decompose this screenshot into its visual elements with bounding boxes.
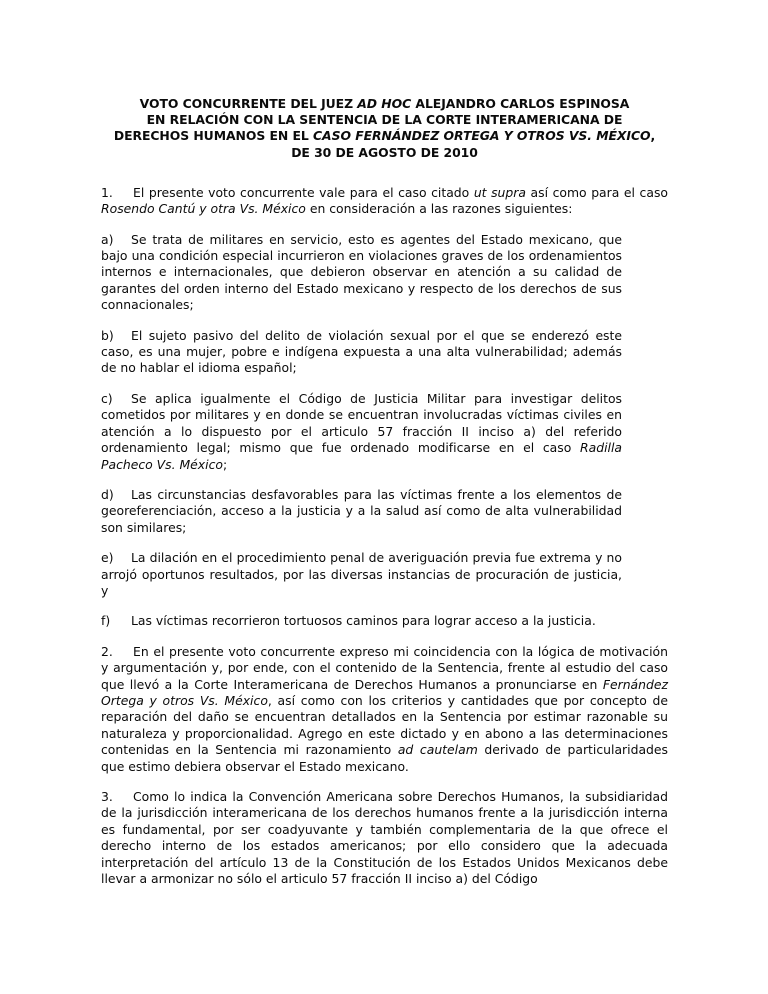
list-item-item-d: d) Las circunstancias desfavorables para las víctimas frente a los elementos de georeferenciación, acceso a la justicia y a la salud así como de alta vulnerabilidad son similares; — [101, 486, 622, 535]
document-content — [101, 96, 668, 887]
list-item-item-c: c) Se aplica igualmente el Código de Justicia Militar para investigar delitos cometidos por militares y en donde se encuentran involucradas víctimas civiles en atención a lo dispuesto por el articulo 57 fracción II inciso a) del referido ordenamiento legal; mismo que fue ordenado modificarse en el caso Radilla Pacheco Vs. México; — [101, 390, 622, 472]
paragraph-spacer — [101, 775, 668, 789]
document-title-line: EN RELACIÓN CON LA SENTENCIA DE LA CORTE INTERAMERICANA DE — [146, 112, 623, 128]
document-title-block — [93, 96, 676, 161]
paragraph-marker: a) — [101, 231, 114, 247]
paragraph-spacer — [101, 599, 668, 613]
paragraph-spacer — [101, 473, 668, 487]
paragraph-par-3: 3. Como lo indica la Convención Americana sobre Derechos Humanos, la subsidiaridad de la jurisdicción interamericana de los derechos humanos frente a la jurisdicción interna es fundamental, por ser coadyuvante y también complementaria de la que ofrece el derecho interno de los estados americanos; por ello considero que la adecuada interpretación del artículo 13 de la Constitución de los Estados Unidos Mexicanos debe llevar a armonizar no sólo el articulo 57 fracción II inciso a) del Código — [101, 789, 668, 887]
paragraph-marker: 3. — [101, 789, 113, 804]
italic-span: ut supra — [473, 184, 526, 200]
document-body — [101, 185, 668, 888]
document-title — [93, 96, 676, 161]
italic-span: ad cautelam — [397, 742, 478, 758]
document-title-line: DERECHOS HUMANOS EN EL CASO FERNÁNDEZ ORTEGA Y OTROS VS. MÉXICO, — [113, 128, 656, 144]
paragraph-par-1: 1. El presente voto concurrente vale para el caso citado ut supra así como para el caso Rosendo Cantú y otra Vs. México en consideración a las razones siguientes: — [101, 184, 668, 217]
paragraph-spacer — [101, 218, 668, 232]
paragraph-par-2: 2. En el presente voto concurrente expreso mi coincidencia con la lógica de motivación y argumentación y, por ende, con el contenido de la Sentencia, frente al estudio del caso que llevó a la Corte Interamericana de Derechos Humanos a pronunciarse en Fernández Ortega y otros Vs. México, así como con los criterios y cantidades que por concepto de reparación del daño se encuentran detallados en la Sentencia por estimar razonable su naturaleza y proporcionalidad. Agrego en este dictado y en abono a las determinaciones contenidas en la Sentencia mi razonamiento ad cautelam derivado de particularidades que estimo debiera observar el Estado mexicano. — [101, 643, 669, 774]
italic-span: Radilla Pacheco Vs. México — [101, 440, 622, 472]
italic-span: AD HOC — [357, 96, 412, 111]
list-item-item-b: b) El sujeto pasivo del delito de violación sexual por el que se enderezó este caso, es una mujer, pobre e indígena expuesta a una alta vulnerabilidad; además de no hablar el idioma español; — [101, 327, 622, 376]
paragraph-marker: 2. — [101, 643, 113, 659]
italic-span: Rosendo Cantú y otra Vs. México — [101, 201, 306, 217]
italic-span: CASO FERNÁNDEZ ORTEGA Y OTROS VS. MÉXICO — [312, 128, 651, 144]
title-body-spacer — [101, 161, 668, 185]
paragraph-spacer — [101, 630, 668, 644]
list-item-item-a: a) Se trata de militares en servicio, esto es agentes del Estado mexicano, que bajo una condición especial incurrieron en violaciones graves de los ordenamientos internos e internacionales, que debieron observar en atención a su calidad de garantes del orden interno del Estado mexicano y respecto de los derechos de sus connacionales; — [101, 231, 622, 313]
italic-span: Fernández Ortega y otros Vs. México — [101, 676, 668, 708]
paragraph-marker: e) — [101, 550, 114, 566]
paragraph-marker: f) — [101, 613, 111, 629]
paragraph-spacer — [101, 314, 668, 328]
document-title-line: DE 30 DE AGOSTO DE 2010 — [291, 144, 478, 160]
paragraph-marker: b) — [101, 327, 114, 343]
list-item-item-e: e) La dilación en el procedimiento penal de averiguación previa fue extrema y no arrojó oportunos resultados, por las diversas instancias de procuración de justicia, y — [101, 550, 622, 598]
document-title-line: VOTO CONCURRENTE DEL JUEZ AD HOC ALEJANDRO CARLOS ESPINOSA — [139, 96, 630, 111]
list-item-item-f: f) Las víctimas recorrieron tortuosos caminos para lograr acceso a la justicia. — [101, 613, 596, 629]
paragraph-marker: c) — [101, 390, 113, 406]
paragraph-spacer — [101, 377, 668, 391]
paragraph-marker: d) — [101, 486, 114, 502]
paragraph-spacer — [101, 536, 668, 550]
paragraph-marker: 1. — [101, 184, 113, 200]
